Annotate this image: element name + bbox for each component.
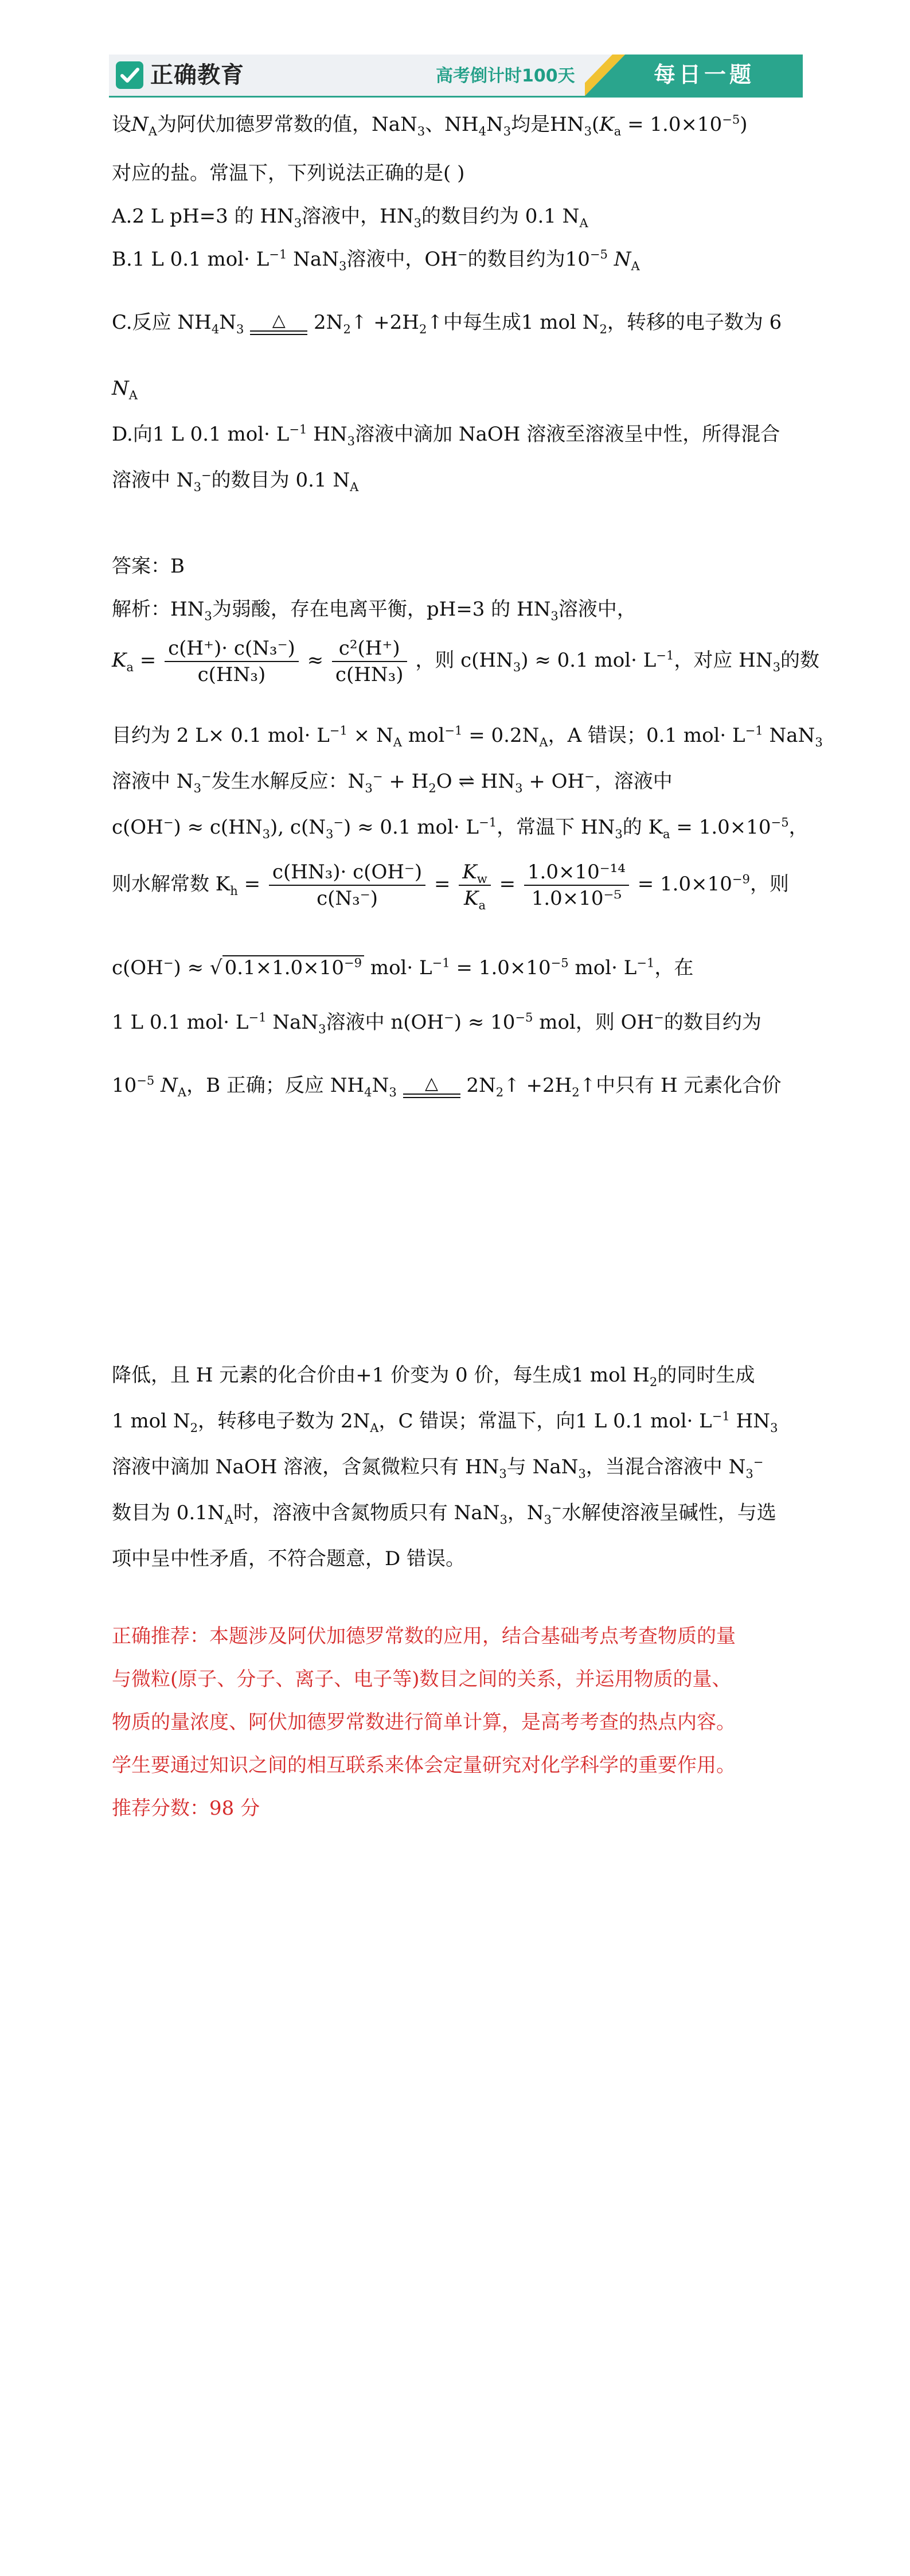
brand-name: 正确教育 bbox=[150, 62, 244, 88]
explanation-line-8: 1 L 0.1 $mol\cdot L^{-1}$ NaN$_3$溶液中 $n(OH^-) \approx 10^{-5}$ mol，则 OH−的数目约为 bbox=[112, 1010, 761, 1036]
fraction-values: $\frac{\text{1.0×10⁻¹⁴}}{\text{1.0×10⁻⁵}}$ bbox=[524, 861, 629, 910]
daily-question-badge bbox=[585, 55, 803, 96]
recommend-line-3: 物质的量浓度、阿伏加德罗常数进行简单计算，是高考考查的热点内容。 bbox=[112, 1711, 736, 1734]
recommend-line-4: 学生要通过知识之间的相互联系来体会定量研究对化学科学的重要作用。 bbox=[112, 1754, 736, 1777]
header-banner bbox=[109, 55, 803, 98]
explanation-line-3: 目约为 2 L× 0.1 $mol\cdot L^{-1} \times N_A$ $mol^{-1} = 0.2N_A$，A 错误；0.1 $mol\cdot L^{-1}$ NaN$_3$ bbox=[112, 723, 823, 749]
exam-countdown: 高考倒计时100天 bbox=[436, 66, 575, 86]
explanation-line-1: 解析：$HN_3$为弱酸，存在电离平衡，pH=3 的 $HN_3$溶液中， bbox=[112, 598, 636, 623]
explanation-line-12: 溶液中滴加 NaOH 溶液，含氮微粒只有 $HN_3$与 NaN$_3$，当混合溶液中 $N_3^-$ bbox=[112, 1454, 764, 1481]
recommend-line-2: 与微粒(原子、分子、离子、电子等)数目之间的关系，并运用物质的量、 bbox=[112, 1668, 732, 1691]
heating-equals-sign: △ bbox=[250, 312, 307, 335]
option-d-cont: 溶液中 $N_3^-$的数目为 0.1 $N_A$ bbox=[112, 468, 359, 494]
explanation-line-5: $c(OH^-) \approx c(HN_3)$, $c(N_3^-) \approx 0.1$ $mol\cdot L^{-1}$，常温下 $HN_3$的 $K_a = 1.0\times 10^{-5}$， bbox=[112, 815, 809, 841]
explanation-line-6: 则水解常数 $K_h$ = $\frac{\text{c(HN₃)· c(OH⁻)}}{\text{c(N₃⁻)}}$ = $\frac{K_w}{K_a}$ = $\frac{\text{1.0×10⁻¹⁴}}{\text{1.0×10⁻⁵}}$ = $1.0\times 10^{-9}$，则 bbox=[112, 861, 789, 912]
question-line-1: 设$N_A$为阿伏加德罗常数的值，NaN$_3$、$NH_4N_3$均是$HN_3(K_a = 1.0\times 10^{-5})$ bbox=[112, 112, 748, 138]
daily-question-label: 每日一题 bbox=[654, 62, 755, 87]
question-line-2: 对应的盐。常温下，下列说法正确的是( ) bbox=[112, 162, 465, 185]
explanation-line-9: $10^{-5}$ $N_A$，B 正确；反应 $NH_4N_3$ △ $2N_2↑$ $+2H_2↑$中只有 H 元素化合价 bbox=[112, 1073, 782, 1099]
option-c: C.反应 $NH_4N_3$ △ $2N_2↑$ $+2H_2↑$中每生成1 mol $N_2$，转移的电子数为 6 bbox=[112, 310, 782, 336]
fraction-kh: $\frac{\text{c(HN₃)· c(OH⁻)}}{\text{c(N₃⁻)}}$ bbox=[269, 861, 425, 910]
explanation-line-13: 数目为 $0.1N_A$时，溶液中含氮物质只有 NaN$_3$，$N_3^-$水解使溶液呈碱性，与选 bbox=[112, 1500, 776, 1527]
recommend-line-1: 正确推荐：本题涉及阿伏加德罗常数的应用，结合基础考点考查物质的量 bbox=[112, 1625, 736, 1648]
explanation-line-4: 溶液中 $N_3^-$发生水解反应：$N_3^- + H_2O$ ⇌ $HN_3 + OH^-$，溶液中 bbox=[112, 769, 673, 795]
fraction-ka: $\frac{\text{c(H⁺)· c(N₃⁻)}}{\text{c(HN₃)}}$ bbox=[165, 637, 299, 686]
explanation-line-2: $K_a$ = $\frac{\text{c(H⁺)· c(N₃⁻)}}{\text{c(HN₃)}}$ ≈ $\frac{\text{c²(H⁺)}}{\text{c(HN₃)}}$ ，则 $c(HN_3) \approx 0.1$ $mol\cdot L^{-1}$，对应 $HN_3$的数 bbox=[112, 637, 820, 686]
fraction-kw-ka: $\frac{K_w}{K_a}$ bbox=[459, 861, 490, 910]
recommend-score: 推荐分数：98 分 bbox=[112, 1797, 260, 1820]
explanation-line-14: 项中呈中性矛盾，不符合题意，D 错误。 bbox=[112, 1547, 466, 1570]
explanation-line-11: 1 mol $N_2$，转移电子数为 $2N_A$，C 错误；常温下，向1 L 0.1 $mol\cdot L^{-1}$ $HN_3$ bbox=[112, 1408, 778, 1435]
heating-equals-sign-2: △ bbox=[403, 1075, 460, 1098]
checkmark-logo-icon bbox=[116, 61, 143, 89]
explanation-line-7: c(OH−) ≈ √ $0.1\times 1.0\times 10^{-9}$ $mol\cdot L^{-1} = 1.0\times 10^{-5}$ $mol\cdot L^{-1}$，在 bbox=[112, 955, 694, 979]
option-b: B.1 L 0.1 $mol\cdot L^{-1}$ NaN$_3$溶液中，OH−的数目约为$10^{-5}$ $N_A$ bbox=[112, 247, 640, 273]
option-d: D.向1 L 0.1 $mol\cdot L^{-1}$ $HN_3$溶液中滴加 NaOH 溶液至溶液呈中性，所得混合 bbox=[112, 422, 780, 448]
explanation-line-10: 降低，且 H 元素的化合价由+1 价变为 0 价，每生成1 mol $H_2$的同时生成 bbox=[112, 1364, 755, 1389]
answer-label: 答案：B bbox=[112, 555, 185, 578]
option-a: A.2 L pH=3 的 $HN_3$溶液中，$HN_3$的数目约为 0.1 $N_A$ bbox=[112, 205, 588, 230]
fraction-ka-approx: $\frac{\text{c²(H⁺)}}{\text{c(HN₃)}}$ bbox=[332, 637, 407, 686]
option-c-cont: $N_A$ bbox=[112, 377, 138, 402]
